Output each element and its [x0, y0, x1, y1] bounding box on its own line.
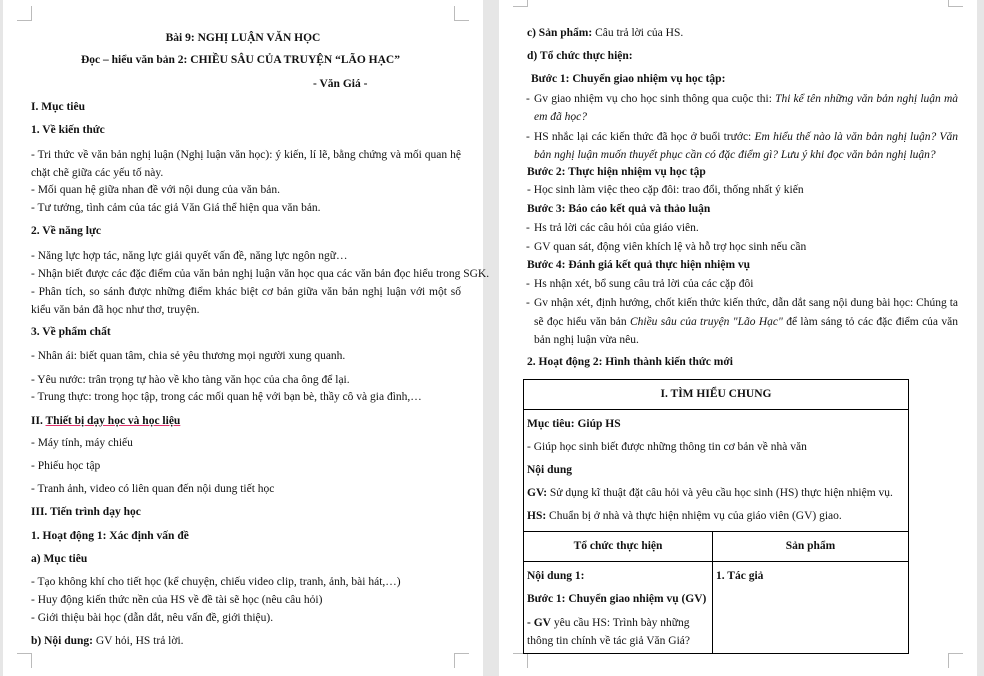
table-title: I. TÌM HIỂU CHUNG — [524, 380, 909, 410]
margin-corner-mark — [454, 6, 469, 21]
step-4-item — [526, 294, 958, 350]
goal-label: Mục tiêu: Giúp HS — [527, 418, 621, 430]
document-page-2[interactable] — [499, 0, 977, 676]
lesson-subtitle: Đọc – hiểu văn bản 2: CHIỀU SÂU CỦA TRUYỆN “LÃO HẠC” — [81, 54, 400, 66]
column-header: Tổ chức thực hiện — [524, 532, 713, 562]
content-1-label: Nội dung 1: — [527, 570, 585, 582]
equipment-item: - Máy tính, máy chiếu — [31, 437, 133, 449]
margin-corner-mark — [454, 653, 469, 668]
knowledge-item: - Tư tưởng, tình cảm của tác giả Văn Giá thể hiện qua văn bản. — [31, 202, 321, 214]
text: để làm sáng tỏ các đặc điểm của văn bản nghị luận vừa nêu. — [534, 315, 958, 346]
label: GV: — [527, 487, 548, 499]
goal-text: - Giúp học sinh biết được những thông tin cơ bản về nhà văn — [527, 441, 807, 453]
step-4-heading: Bước 4: Đánh giá kết quả thực hiện nhiệm vụ — [527, 259, 751, 271]
margin-corner-mark — [17, 653, 32, 668]
heading-activity-2: 2. Hoạt động 2: Hình thành kiến thức mới — [527, 356, 733, 368]
text: Hs nhận xét, bổ sung câu trả lời của các cặp đôi — [534, 278, 754, 290]
heading-knowledge: 1. Về kiến thức — [31, 124, 105, 136]
margin-corner-mark — [513, 0, 528, 7]
heading-objectives: I. Mục tiêu — [31, 101, 85, 113]
heading-competence: 2. Về năng lực — [31, 225, 101, 237]
heading-qualities: 3. Về phẩm chất — [31, 326, 111, 338]
activity-content — [31, 632, 184, 650]
text: HS nhắc lại các kiến thức đã học ở buổi trước: — [534, 131, 755, 143]
step-1-label: Bước 1: Chuyển giao nhiệm vụ (GV) — [527, 593, 707, 605]
quality-item: - Trung thực: trong học tập, trong các mối quan hệ với bạn bè, thầy cô và gia đình,… — [31, 391, 422, 403]
step-3-item — [526, 219, 699, 237]
label: - GV — [527, 617, 551, 629]
quality-item: - Nhân ái: biết quan tâm, chia sẻ yêu thương mọi người xung quanh. — [31, 350, 346, 362]
margin-corner-mark — [513, 653, 528, 668]
bullet: - — [526, 297, 530, 309]
lesson-table — [523, 379, 909, 654]
bullet: - — [526, 131, 530, 143]
heading-activity-goal: a) Mục tiêu — [31, 553, 88, 565]
document-page-1[interactable] — [3, 0, 490, 676]
competence-item: - Nhận biết được các đặc điểm của văn bản nghị luận văn học qua các văn bản đọc hiểu trong SGK. — [31, 268, 490, 280]
text: Sử dụng kĩ thuật đặt câu hỏi và yêu cầu học sinh (HS) thực hiện nhiệm vụ. — [547, 487, 893, 499]
knowledge-item: - Tri thức về văn bản nghị luận (Nghị luận văn học): ý kiến, lí lẽ, bằng chứng và mối quan hệ chặt chẽ giữa các yếu tố này. — [31, 149, 461, 179]
step-3-item — [526, 238, 807, 256]
goal-item: - Tạo không khí cho tiết học (kể chuyện, chiếu video clip, tranh, ảnh, bài hát,…) — [31, 576, 401, 588]
text: GV quan sát, động viên khích lệ và hỗ trợ học sinh nếu cần — [534, 241, 807, 253]
italic-text: Thi kể tên những văn bản nghị luận mà em đã học? — [534, 93, 958, 123]
text: Gv giao nhiệm vụ cho học sinh thông qua cuộc thi: — [534, 93, 776, 105]
table-cell-organize — [524, 562, 713, 654]
column-header: Sản phẩm — [713, 532, 909, 562]
text: Câu trả lời của HS. — [592, 27, 684, 39]
step-2-item: - Học sinh làm việc theo cặp đôi: trao đổi, thống nhất ý kiến — [527, 184, 804, 196]
content-label: Nội dung — [527, 464, 573, 476]
text: Gv nhận xét, định hướng, chốt kiến thức kiến thức, dẫn dắt sang nội dung bài học: Chúng ta sẽ đọc hiểu văn bản — [534, 297, 958, 328]
step-1-item — [526, 90, 958, 126]
task-text — [527, 611, 709, 650]
table-cell-product: 1. Tác giả — [713, 562, 909, 654]
step-1-heading: Bước 1: Chuyển giao nhiệm vụ học tập: — [531, 73, 726, 85]
label: b) Nội dung: — [31, 635, 93, 647]
italic-text: Em hiểu thế nào là văn bản nghị luận? Văn bản nghị luận muốn thuyết phục cần có đặc điểm gì? Lưu ý khi đọc văn bản nghị luận? — [534, 131, 958, 161]
heading-equipment — [31, 412, 180, 430]
quality-item: - Yêu nước: trân trọng tự hào về kho tàng văn học của cha ông để lại. — [31, 374, 350, 386]
heading-text: Thiết bị dạy học và học liệu — [45, 415, 181, 427]
competence-item: - Phân tích, so sánh được những điểm khác biệt cơ bản giữa văn bản nghị luận với một số kiểu văn bản đã học như thơ, truyện. — [31, 286, 461, 316]
step-2-heading: Bước 2: Thực hiện nhiệm vụ học tập — [527, 166, 706, 178]
competence-item: - Năng lực hợp tác, năng lực giải quyết vấn đề, năng lực ngôn ngữ… — [31, 250, 348, 262]
text: Hs trả lời các câu hỏi của giáo viên. — [534, 222, 699, 234]
goal-item: - Huy động kiến thức nền của HS về đề tài sẽ học (nêu câu hỏi) — [31, 594, 323, 606]
bullet: - — [526, 278, 530, 290]
text: yêu cầu HS: Trình bày những thông tin chính về tác giả Văn Giá? — [527, 617, 690, 647]
bullet: - — [526, 93, 530, 105]
text: GV hỏi, HS trả lời. — [93, 635, 184, 647]
table-goal-cell — [524, 410, 909, 532]
bullet: - — [526, 222, 530, 234]
label: c) Sản phẩm: — [527, 27, 593, 39]
step-4-item — [526, 275, 754, 293]
italic-text: Chiều sâu của truyện "Lão Hạc" — [629, 315, 783, 328]
step-1-item — [526, 128, 958, 164]
author-line: - Văn Giá - — [313, 78, 368, 90]
goal-item: - Giới thiệu bài học (dẫn dắt, nêu vấn đề, giới thiệu). — [31, 612, 274, 624]
knowledge-item: - Mối quan hệ giữa nhan đề với nội dung của văn bản. — [31, 184, 280, 196]
lesson-title: Bài 9: NGHỊ LUẬN VĂN HỌC — [165, 32, 321, 44]
text: Chuẩn bị ở nhà và thực hiện nhiệm vụ của giáo viên (GV) giao. — [546, 510, 842, 522]
heading-number: II. — [31, 415, 46, 427]
heading-activity-1: 1. Hoạt động 1: Xác định vấn đề — [31, 530, 189, 542]
equipment-item: - Tranh ảnh, video có liên quan đến nội dung tiết học — [31, 483, 275, 495]
heading-organize: d) Tổ chức thực hiện: — [527, 50, 633, 62]
equipment-item: - Phiếu học tập — [31, 460, 101, 472]
margin-corner-mark — [948, 0, 963, 7]
label: HS: — [527, 510, 547, 522]
step-3-heading: Bước 3: Báo cáo kết quả và thảo luận — [527, 203, 711, 215]
hs-line — [527, 505, 905, 528]
bullet: - — [526, 241, 530, 253]
product-line — [527, 24, 683, 42]
gv-line — [527, 482, 905, 505]
margin-corner-mark — [948, 653, 963, 668]
margin-corner-mark — [17, 6, 32, 21]
heading-process: III. Tiến trình dạy học — [31, 506, 141, 518]
